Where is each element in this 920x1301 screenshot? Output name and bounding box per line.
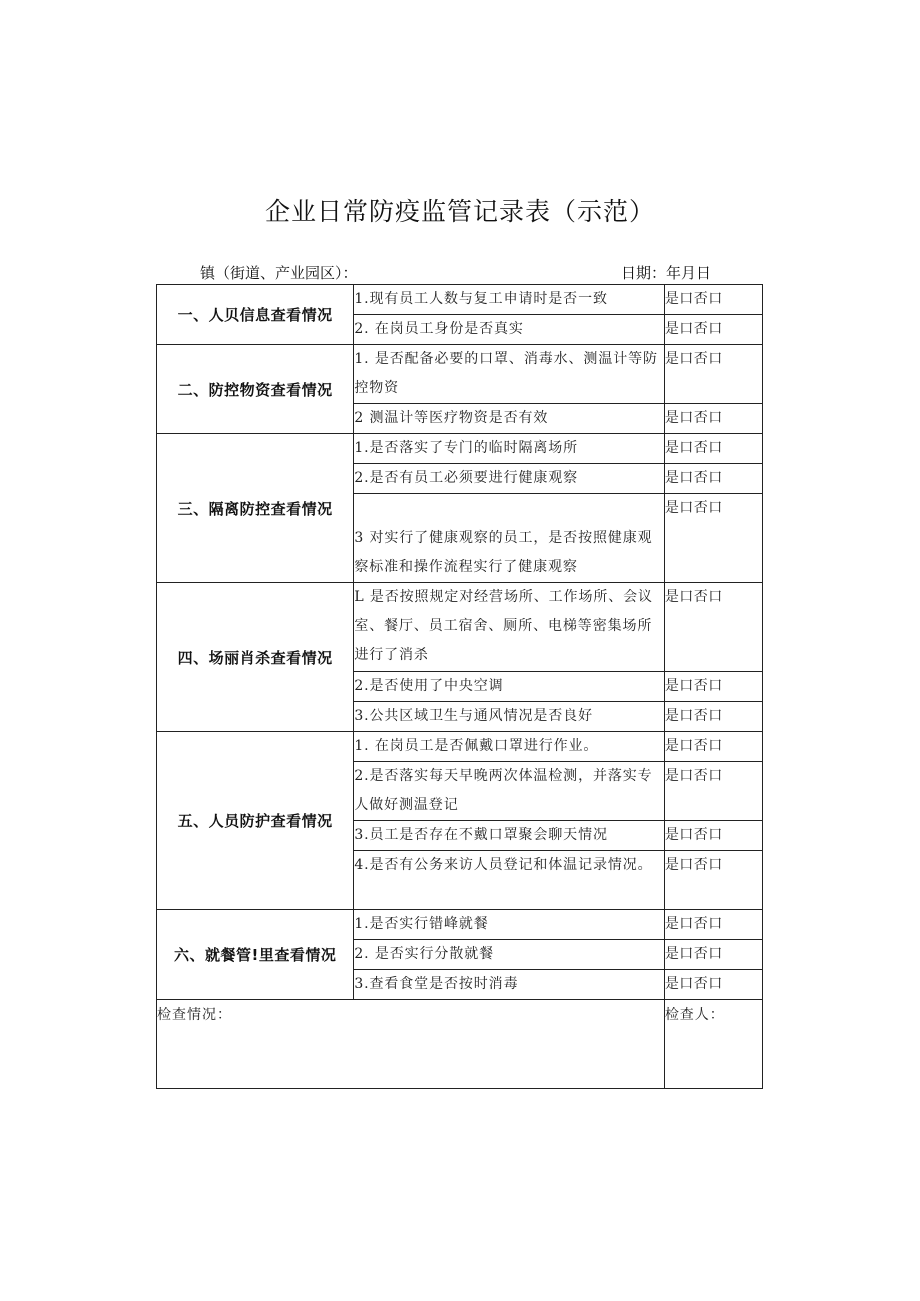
- section-5-category: 五、人员防护查看情况: [157, 732, 354, 910]
- section-4-item-1: L 是否按照规定对经营场所、工作场所、会议室、餐厅、员工宿舍、厕所、电梯等密集场所进行了消杀: [354, 583, 665, 672]
- inspection-table: [156, 284, 763, 1089]
- section-2-check-2[interactable]: 是口否口: [664, 404, 762, 434]
- section-1-category: 一、人贝信息查看情况: [157, 285, 354, 345]
- inspection-notes-field[interactable]: 检查情况：: [157, 1000, 665, 1089]
- table-row: [157, 434, 763, 464]
- table-row: [157, 910, 763, 940]
- section-6-check-1[interactable]: 是口否口: [664, 910, 762, 940]
- town-label: 镇（街道、产业园区）：: [200, 264, 358, 282]
- section-5-item-2: 2.是否落实每天早晚两次体温检测，并落实专人做好测温登记: [354, 762, 665, 821]
- section-3-item-2: 2.是否有员工必须要进行健康观察: [354, 464, 665, 494]
- section-4-item-2: 2.是否使用了中央空调: [354, 672, 665, 702]
- document-title: 企业日常防疫监管记录表（示范）: [264, 197, 655, 226]
- section-4-category: 四、场丽肖杀查看情况: [157, 583, 354, 732]
- section-6-item-2: 2. 是否实行分散就餐: [354, 940, 665, 970]
- section-4-item-3: 3.公共区域卫生与通风情况是否良好: [354, 702, 665, 732]
- date-label: 日期：年月日: [621, 264, 712, 282]
- section-3-item-1: 1.是否落实了专门的临时隔离场所: [354, 434, 665, 464]
- section-5-check-1[interactable]: 是口否口: [664, 732, 762, 762]
- section-5-item-4: 4.是否有公务来访人员登记和体温记录情况。: [354, 851, 665, 910]
- section-5-check-2[interactable]: 是口否口: [664, 762, 762, 821]
- section-2-item-1: 1. 是否配备必要的口罩、消毒水、测温计等防控物资: [354, 345, 665, 404]
- section-6-item-3: 3.查看食堂是否按时消毒: [354, 970, 665, 1000]
- section-4-check-1[interactable]: 是口否口: [664, 583, 762, 672]
- table-row: [157, 1000, 763, 1089]
- section-4-check-2[interactable]: 是口否口: [664, 672, 762, 702]
- section-1-check-2[interactable]: 是口否口: [664, 315, 762, 345]
- section-6-item-1: 1.是否实行错峰就餐: [354, 910, 665, 940]
- section-2-check-1[interactable]: 是口否口: [664, 345, 762, 404]
- table-row: [157, 732, 763, 762]
- section-1-item-2: 2. 在岗员工身份是否真实: [354, 315, 665, 345]
- section-3-item-3: 3 对实行了健康观察的员工，是否按照健康观察标准和操作流程实行了健康观察: [354, 494, 665, 583]
- section-1-item-1: 1.现有员工人数与复工申请时是否一致: [354, 285, 665, 315]
- section-5-check-3[interactable]: 是口否口: [664, 821, 762, 851]
- section-5-item-3: 3.员工是否存在不戴口罩聚会聊天情况: [354, 821, 665, 851]
- section-2-category: 二、防控物资查看情况: [157, 345, 354, 434]
- inspector-field[interactable]: 检查人：: [664, 1000, 762, 1089]
- section-3-check-2[interactable]: 是口否口: [664, 464, 762, 494]
- section-5-item-1: 1. 在岗员工是否佩戴口罩进行作业。: [354, 732, 665, 762]
- section-2-item-2: 2 测温计等医疗物资是否有效: [354, 404, 665, 434]
- section-3-check-3[interactable]: 是口否口: [664, 494, 762, 583]
- table-row: [157, 345, 763, 404]
- section-5-check-4[interactable]: 是口否口: [664, 851, 762, 910]
- section-6-category: 六、就餐管!里查看情况: [157, 910, 354, 1000]
- section-6-check-3[interactable]: 是口否口: [664, 970, 762, 1000]
- section-1-check-1[interactable]: 是口否口: [664, 285, 762, 315]
- table-row: [157, 583, 763, 672]
- table-row: [157, 285, 763, 315]
- section-4-check-3[interactable]: 是口否口: [664, 702, 762, 732]
- section-3-category: 三、隔离防控查看情况: [157, 434, 354, 583]
- section-3-check-1[interactable]: 是口否口: [664, 434, 762, 464]
- section-6-check-2[interactable]: 是口否口: [664, 940, 762, 970]
